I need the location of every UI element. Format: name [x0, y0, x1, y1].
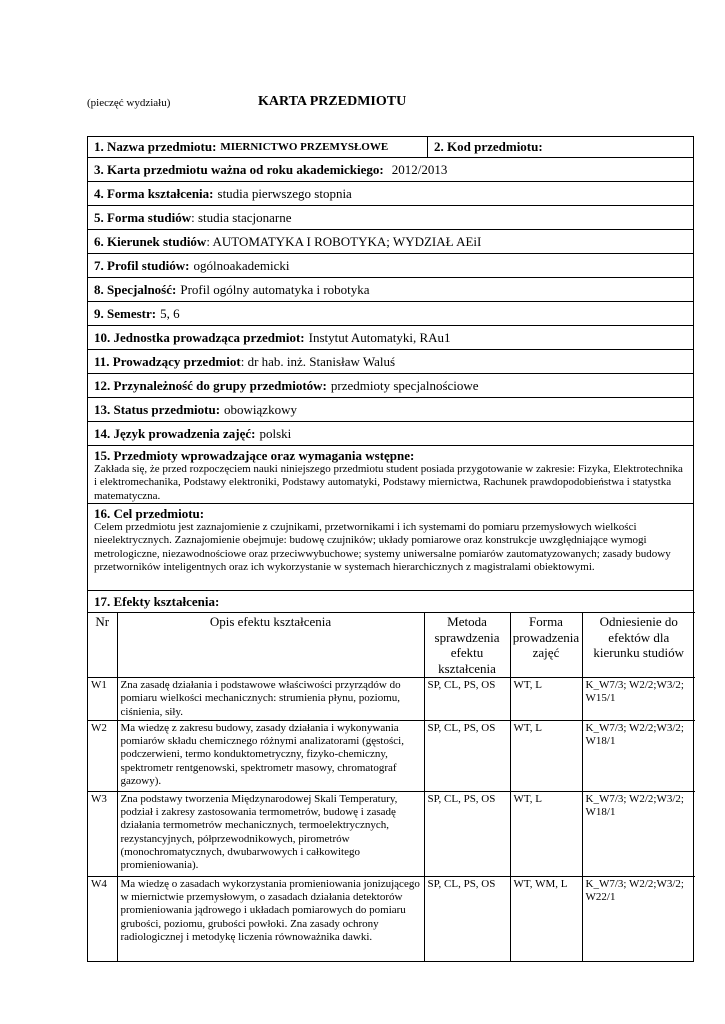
row-field-of-study	[88, 230, 693, 254]
valid-from-value: 2012/2013	[391, 161, 448, 177]
row-prerequisites	[88, 446, 693, 504]
unit-label: 10. Jednostka prowadząca przedmiot:	[94, 329, 305, 345]
row-language	[88, 422, 693, 446]
row-method: SP, CL, PS, OS	[424, 876, 510, 961]
field-of-study-label: 6. Kierunek studiów	[94, 233, 207, 249]
row-form: WT, WM, L	[510, 876, 582, 961]
row-lecturer	[88, 350, 693, 374]
study-profile-value: ogólnoakademicki	[193, 257, 290, 273]
row-course-name-code	[88, 137, 693, 158]
row-course-objective	[88, 504, 693, 591]
row-education-form	[88, 182, 693, 206]
course-name-label: 1. Nazwa przedmiotu:	[94, 139, 217, 154]
course-status-value: obowiązkowy	[224, 401, 297, 417]
learning-outcomes-table	[88, 612, 695, 961]
study-form-value: : studia stacjonarne	[191, 209, 292, 225]
table-row	[88, 791, 695, 876]
row-form: WT, L	[510, 678, 582, 721]
page-title: KARTA PRZEDMIOTU	[258, 94, 407, 109]
row-reference: K_W7/3; W2/2;W3/2; W22/1	[582, 876, 695, 961]
valid-from-label: 3. Karta przedmiotu ważna od roku akademickiego:	[94, 161, 384, 177]
department-stamp-label: (pieczęć wydziału)	[87, 97, 171, 109]
education-form-label: 4. Forma kształcenia:	[94, 185, 214, 201]
row-form: WT, L	[510, 791, 582, 876]
row-method: SP, CL, PS, OS	[424, 678, 510, 721]
row-course-group	[88, 374, 693, 398]
semester-label: 9. Semestr:	[94, 305, 157, 321]
row-nr: W1	[88, 678, 117, 721]
row-specialization	[88, 278, 693, 302]
row-description: Ma wiedzę z zakresu budowy, zasady działania i wykonywania pomiarów składu chemicznego różnymi analizatorami (gęstości, podczerwieni, termo konduktometryczny, fizyko-chemiczny, spektrometr rentgenowski, spektrometr masowy, chromatograf gazowy).	[117, 720, 424, 791]
course-group-label: 12. Przynależność do grupy przedmiotów:	[94, 377, 327, 393]
row-reference: K_W7/3; W2/2;W3/2; W15/1	[582, 678, 695, 721]
table-row	[88, 678, 695, 721]
row-reference: K_W7/3; W2/2;W3/2; W18/1	[582, 791, 695, 876]
row-description: Zna podstawy tworzenia Międzynarodowej Skali Temperatury, podział i zakresy zastosowania termometrów, budowę i zasadę działania termometrów mechanicznych, termoelektrycznych, rezystancyjnych, półprzewodnikowych, pirometrów (monochromatycznych, dwubarwowych i całkowitego promieniowania).	[117, 791, 424, 876]
row-nr: W2	[88, 720, 117, 791]
language-label: 14. Język prowadzenia zajęć:	[94, 425, 256, 441]
row-method: SP, CL, PS, OS	[424, 720, 510, 791]
row-course-status	[88, 398, 693, 422]
row-description: Zna zasadę działania i podstawowe właściwości przyrządów do pomiaru wielkości mechanicznych: strumienia płynu, poziomu, ciśnienia, siły.	[117, 678, 424, 721]
field-of-study-value: : AUTOMATYKA I ROBOTYKA; WYDZIAŁ AEiI	[206, 233, 482, 249]
semester-value: 5, 6	[160, 305, 180, 321]
row-nr: W4	[88, 876, 117, 961]
specialization-value: Profil ogólny automatyka i robotyka	[180, 281, 370, 297]
course-group-value: przedmioty specjalnościowe	[330, 377, 479, 393]
col-header-method: Metoda sprawdzenia efektu kształcenia	[424, 613, 510, 678]
table-row	[88, 876, 695, 961]
lecturer-value: : dr hab. inż. Stanisław Waluś	[240, 353, 396, 369]
row-learning-outcomes	[88, 591, 693, 612]
prerequisites-text: Zakłada się, że przed rozpoczęciem nauki niniejszego przedmiotu student posiada przygotowanie w zakresie: Fizyka, Elektrotechnika i elektromechanika, Podstawy elektroniki, Podstawy automatyki, Podstawy miernictwa, Rachunek prawdopodobieństwa i statystka matematyczna.	[94, 463, 683, 502]
row-description: Ma wiedzę o zasadach wykorzystania promieniowania jonizującego w miernictwie przemysłowym, o zasadach działania detektorów promieniowania jądrowego i układach pomiarowych do pomiaru grubości, poziomu, grubości powłoki. Zna zasady ochrony radiologicznej i metodykę liczenia równoważnika dawki.	[117, 876, 424, 961]
course-name-value: MIERNICTWO PRZEMYSŁOWE	[220, 141, 389, 153]
row-nr: W3	[88, 791, 117, 876]
course-objective-text: Celem przedmiotu jest zaznajomienie z czujnikami, przetwornikami i ich systemami do pomiaru przemysłowych wielkości nieelektrycznych. Zaznajomienie obejmuje: budowę czujników; układy pomiarowe oraz konstrukcje uwzględniające wymogi metrologiczne, niezawodnościowe oraz przeciwwybuchowe; systemy uniwersalne pomiarów zautomatyzowanych; zasady budowy przetworników inteligentnych oraz ich wykorzystanie w systemach hierarchicznych z magistralami obiektowymi.	[94, 521, 671, 573]
course-code-cell	[428, 137, 693, 157]
unit-value: Instytut Automatyki, RAu1	[308, 329, 451, 345]
course-objective-label: 16. Cel przedmiotu:	[94, 506, 205, 521]
row-form: WT, L	[510, 720, 582, 791]
col-header-description: Opis efektu kształcenia	[117, 613, 424, 678]
language-value: polski	[259, 425, 292, 441]
study-profile-label: 7. Profil studiów:	[94, 257, 190, 273]
learning-outcomes-label: 17. Efekty kształcenia:	[94, 593, 220, 609]
col-header-form: Forma prowadzenia zajęć	[510, 613, 582, 678]
education-form-value: studia pierwszego stopnia	[217, 185, 352, 201]
col-header-nr: Nr	[88, 613, 117, 678]
course-card	[87, 136, 694, 962]
prerequisites-label: 15. Przedmioty wprowadzające oraz wymagania wstępne:	[94, 448, 415, 463]
row-unit	[88, 326, 693, 350]
specialization-label: 8. Specjalność:	[94, 281, 177, 297]
row-method: SP, CL, PS, OS	[424, 791, 510, 876]
row-study-form	[88, 206, 693, 230]
lecturer-label: 11. Prowadzący przedmiot	[94, 353, 241, 369]
row-study-profile	[88, 254, 693, 278]
table-header-row	[88, 613, 695, 678]
col-header-reference: Odniesienie do efektów dla kierunku studiów	[582, 613, 695, 678]
row-semester	[88, 302, 693, 326]
study-form-label: 5. Forma studiów	[94, 209, 192, 225]
row-valid-from	[88, 158, 693, 182]
course-status-label: 13. Status przedmiotu:	[94, 401, 221, 417]
course-name-cell	[88, 137, 428, 157]
table-row	[88, 720, 695, 791]
row-reference: K_W7/3; W2/2;W3/2; W18/1	[582, 720, 695, 791]
course-code-label: 2. Kod przedmiotu:	[434, 139, 543, 154]
